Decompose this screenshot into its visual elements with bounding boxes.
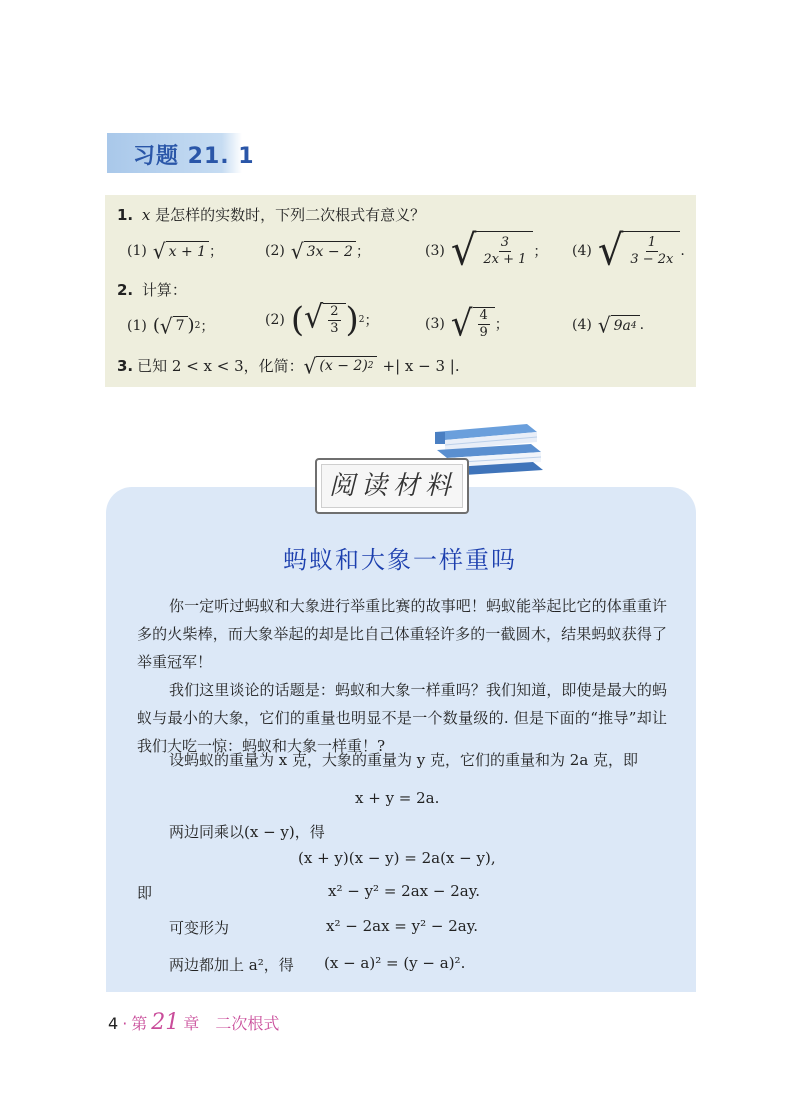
question-2-number: 2. [117, 281, 134, 299]
item-tail: ； [355, 244, 370, 260]
reading-paragraph-1: 你一定听过蚂蚁和大象进行举重比赛的故事吧！蚂蚁能举起比它的体重重许多的火柴棒，而大象举起的却是比自己体重轻许多的一截圆木，结果蚂蚁获得了举重冠军！ [137, 597, 667, 671]
reading-paragraph-3: 设蚂蚁的重量为 x 克，大象的重量为 y 克，它们的重量和为 2a 克，即 [169, 751, 639, 769]
radicand: (x − 2) [319, 358, 368, 374]
question-1 [117, 204, 425, 225]
fraction-numerator: 4 [479, 308, 488, 323]
radicand: 9a [613, 317, 631, 334]
equation-2: (x + y)(x − y) = 2a(x − y), [298, 849, 496, 867]
chapter-prefix: 第 [131, 1014, 148, 1033]
item-tail: ； [200, 318, 215, 335]
q1-item-4 [572, 226, 685, 276]
question-1-text: 是怎样的实数时，下列二次根式有意义？ [155, 206, 426, 224]
item-tail: ； [494, 317, 509, 333]
item-tail: . [680, 243, 685, 259]
sqrt-sign: √ $\frac{4}{9}$ [451, 307, 495, 341]
fraction-denominator: 3 [330, 321, 339, 336]
q1-item-1 [127, 238, 224, 264]
fraction-denominator: 9 [479, 325, 488, 340]
sqrt-sign: √ 7 [160, 316, 188, 336]
exponent: 2 [367, 361, 374, 371]
item-label: (3) [425, 316, 445, 332]
question-2-text: 计算： [141, 281, 187, 299]
equation-3: x² − y² = 2ax − 2ay. [328, 882, 480, 900]
chapter-suffix: 章 [183, 1014, 200, 1033]
equation-1: x + y = 2a. [355, 789, 440, 807]
q1-item-3 [425, 226, 548, 276]
equation-5-prefix: 两边都加上 a²，得 [169, 956, 294, 974]
item-label: (4) [572, 317, 592, 333]
question-2 [117, 279, 187, 300]
q2-item-3 [425, 303, 509, 345]
radicand: x + 1 [166, 241, 209, 261]
sqrt-sign: √ $\frac{2}{3}$ [304, 303, 345, 337]
item-label: (1) [127, 317, 147, 334]
equation-5: (x − a)² = (y − a)². [324, 954, 466, 972]
item-label: (2) [265, 312, 285, 328]
fraction-numerator: 2 [330, 304, 339, 319]
sqrt-sign: √ $\frac{1}{3 - 2x}$ [598, 231, 681, 271]
item-tail: . [639, 317, 645, 333]
fraction-numerator: 1 [647, 235, 656, 250]
sqrt-sign: √ x + 1 [153, 241, 209, 261]
q2-item-4 [572, 312, 645, 338]
page-footer [108, 1010, 279, 1035]
radicand: 3x − 2 [304, 241, 356, 261]
reading-label: 阅读材料 [329, 471, 458, 501]
question-3-tail: +| x − 3 |. [382, 356, 460, 375]
sqrt-sign: √ 3x − 2 [291, 241, 356, 261]
question-1-variable: x [141, 206, 151, 224]
item-tail: ； [209, 244, 224, 260]
chapter-name: 二次根式 [215, 1014, 280, 1033]
fraction-numerator: 3 [500, 235, 509, 250]
chapter-number: 21 [151, 1010, 180, 1035]
equation-3-prefix: 即 [137, 884, 153, 902]
equation-4: x² − 2ax = y² − 2ay. [326, 917, 478, 935]
fraction-denominator: 3 − 2x [630, 252, 674, 267]
question-3-number: 3. [117, 356, 134, 375]
footer-separator: · [122, 1014, 128, 1033]
item-label: (4) [572, 243, 592, 259]
question-3-text: 已知 2 < x < 3，化简： [137, 357, 304, 375]
question-1-number: 1. [117, 206, 134, 224]
exponent: 4 [630, 320, 637, 331]
exercise-box [105, 195, 696, 387]
sqrt-sign: √ $\frac{3}{2x + 1}$ [451, 231, 534, 271]
page-number: 4 [108, 1014, 119, 1033]
reading-paragraph-4: 两边同乘以(x − y)，得 [169, 823, 325, 841]
exponent: 2 [358, 315, 365, 325]
equation-4-prefix: 可变形为 [169, 919, 230, 937]
q2-item-1: (1) ( √ 7 ) 2 ； [127, 312, 215, 339]
question-3 [117, 352, 460, 379]
fraction-denominator: 2x + 1 [483, 252, 527, 267]
q1-item-2 [265, 238, 370, 264]
item-label: (3) [425, 243, 445, 259]
reading-paragraph-2: 我们这里谈论的话题是：蚂蚁和大象一样重吗？我们知道，即使是最大的蚂蚁与最小的大象，它们的重量也明显不是一个数量级的. 但是下面的“推导”却让我们大吃一惊：蚂蚁和大象一样重！? [137, 681, 667, 755]
radicand: 7 [173, 316, 188, 336]
item-label: (2) [265, 243, 285, 259]
q2-item-2: (2) ( √ $\frac{2}{3}$ ) 2 ； [265, 299, 379, 340]
item-tail: ； [533, 244, 548, 260]
reading-title: 蚂蚁和大象一样重吗 [283, 546, 517, 574]
item-label: (1) [127, 243, 147, 259]
sqrt-sign: √ 9a 4 [598, 315, 640, 335]
exponent: 2 [194, 320, 201, 331]
item-tail: ； [364, 313, 379, 329]
sqrt-sign: √ (x − 2) 2 [304, 356, 377, 376]
exercise-title: 习题 21. 1 [133, 144, 255, 169]
